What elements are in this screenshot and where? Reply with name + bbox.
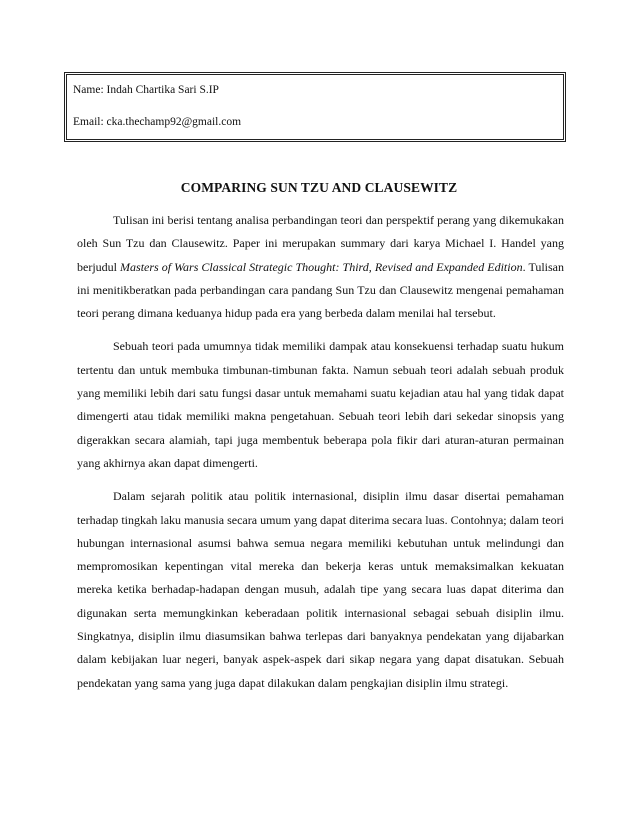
author-info-box	[64, 72, 566, 142]
author-email: Email: cka.thechamp92@gmail.com	[73, 116, 242, 128]
paragraph-3: Dalam sejarah politik atau politik internasional, disiplin ilmu dasar disertai pemahaman terhadap tingkah laku manusia secara umum yang dapat diterima secara luas. Contohnya; dalam teori hubungan internasional asumsi bahwa semua negara memiliki kebutuhan untuk melindungi dan mempromosikan kepentingan vital mereka dan bekerja keras untuk memaksimalkan kekuatan mereka ketika berhadap-hadapan dengan musuh, adalah tipe yang secara luas dapat diterima dan digunakan serta memungkinkan keberadaan politik internasional sebagai sebuah disiplin ilmu. Singkatnya, disiplin ilmu diasumsikan bahwa terlepas dari banyaknya pendekatan yang dijabarkan dalam kebijakan luar negeri, banyak aspek-aspek dari sikap negara yang dapat disatukan. Sebuah pendekatan yang sama yang juga dapat dilakukan dalam pengkajian disiplin ilmu strategi.	[77, 489, 564, 690]
document-body	[77, 209, 564, 705]
paragraph-1	[77, 209, 564, 325]
book-title-italic: Masters of Wars Classical Strategic Thought: Third, Revised and Expanded Edition	[120, 259, 523, 274]
paragraph-2: Sebuah teori pada umumnya tidak memiliki dampak atau konsekuensi terhadap suatu hukum tertentu dan untuk membuka timbunan-timbunan fakta. Namun sebuah teori adalah sebuah produk yang memiliki lebih dari satu fungsi dasar untuk memahami suatu kejadian atau hal yang tidak dapat dimengerti atau tidak memiliki makna pengetahuan. Sebuah teori lebih dari sekedar sinopsis yang digerakkan secara alamiah, tapi juga membentuk beberapa pola fikir dari aturan-aturan permainan yang akhirnya akan dapat dimengerti.	[77, 339, 564, 470]
paragraph-1-text-a: Tulisan ini berisi tentang analisa perbandingan teori dan perspektif perang yang dikemukakan oleh Sun Tzu dan Clausewitz. Paper ini merupakan summary dari karya Michael I. Handel yang berjudul	[77, 213, 564, 274]
document-title: COMPARING SUN TZU AND CLAUSEWITZ	[180, 180, 458, 195]
paragraph-1-text-b: . Tulisan ini menitikberatkan pada perbandingan cara pandang Sun Tzu dan Clausewitz mengenai pemahaman teori perang dimana keduanya hidup pada era yang berbeda dalam menilai hal tersebut.	[77, 259, 565, 321]
author-name: Name: Indah Chartika Sari S.IP	[73, 84, 219, 96]
